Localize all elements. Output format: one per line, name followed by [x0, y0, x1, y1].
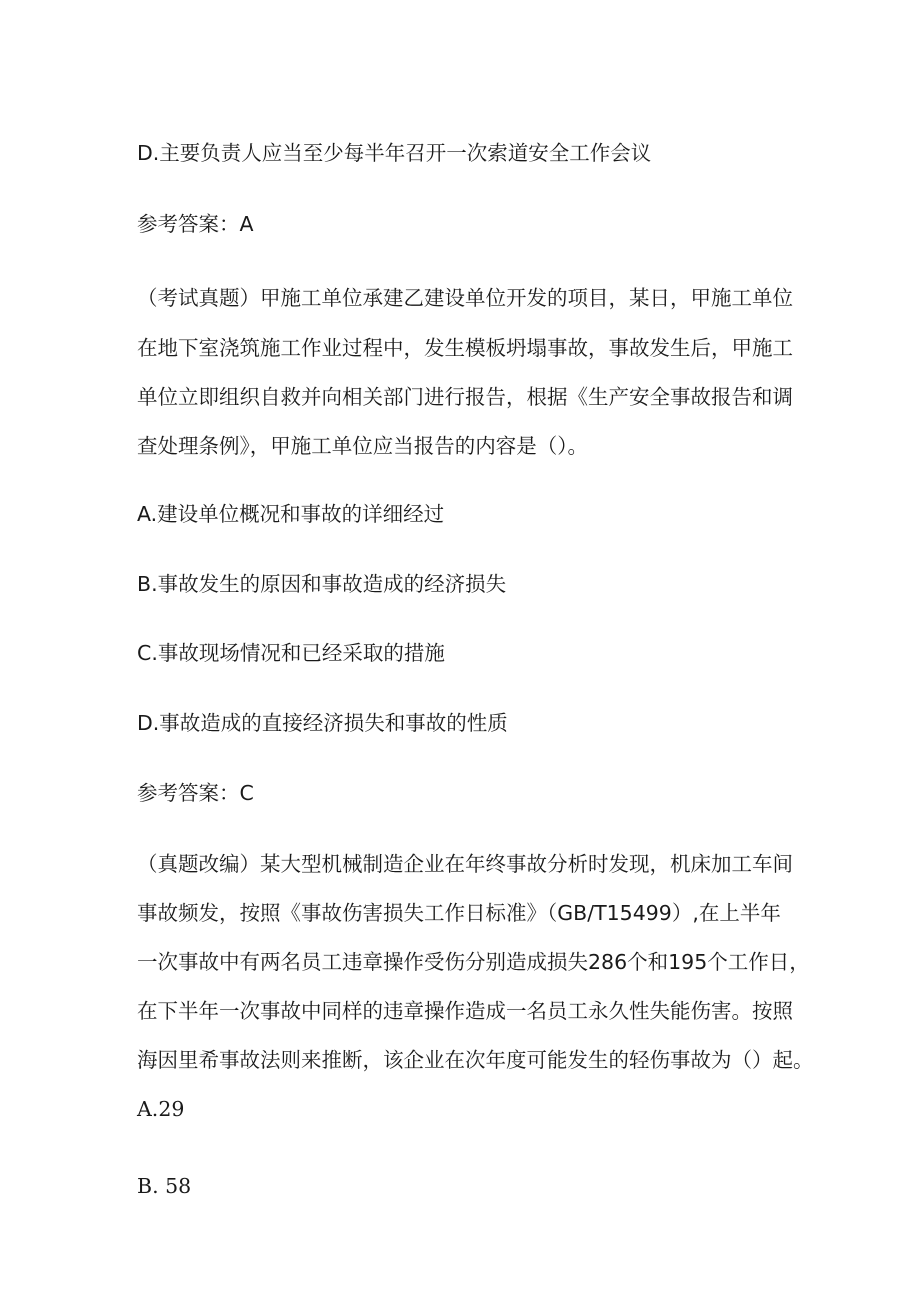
q2-option-a: A.建设单位概况和事故的详细经过: [137, 501, 445, 526]
q2-option-b: B.事故发生的原因和事故造成的经济损失: [137, 571, 507, 596]
q3-option-a: A.29: [137, 1096, 185, 1121]
q3-stem-line: 事故频发，按照《事故伤害损失工作日标准》（GB/T15499）,在上半年: [137, 900, 781, 925]
q2-stem-line: 单位立即组织自救并向相关部门进行报告，根据《生产安全事故报告和调: [137, 384, 793, 409]
q2-option-d: D.事故造成的直接经济损失和事故的性质: [137, 710, 508, 735]
q2-stem-line: 在地下室浇筑施工作业过程中，发生模板坍塌事故，事故发生后，甲施工: [137, 335, 793, 360]
q2-option-c: C.事故现场情况和已经采取的措施: [137, 640, 445, 665]
q1-answer: 参考答案：A: [137, 211, 254, 236]
q3-stem-line: 在下半年一次事故中同样的违章操作造成一名员工永久性失能伤害。按照: [137, 998, 793, 1023]
q2-stem-line: 查处理条例》，甲施工单位应当报告的内容是（）。: [137, 433, 588, 458]
q3-stem-line: 海因里希事故法则来推断，该企业在次年度可能发生的轻伤事故为（）起。: [137, 1047, 814, 1072]
q2-stem-line: （考试真题）甲施工单位承建乙建设单位开发的项目，某日，甲施工单位: [137, 285, 793, 310]
q3-stem-line: （真题改编）某大型机械制造企业在年终事故分析时发现，机床加工车间: [137, 851, 793, 876]
q3-option-b: B. 58: [137, 1173, 192, 1198]
q2-answer: 参考答案：C: [137, 780, 254, 805]
q1-option-d: D.主要负责人应当至少每半年召开一次索道安全工作会议: [137, 140, 652, 165]
q3-stem-line: 一次事故中有两名员工违章操作受伤分别造成损失286个和195个工作日，: [137, 949, 810, 974]
